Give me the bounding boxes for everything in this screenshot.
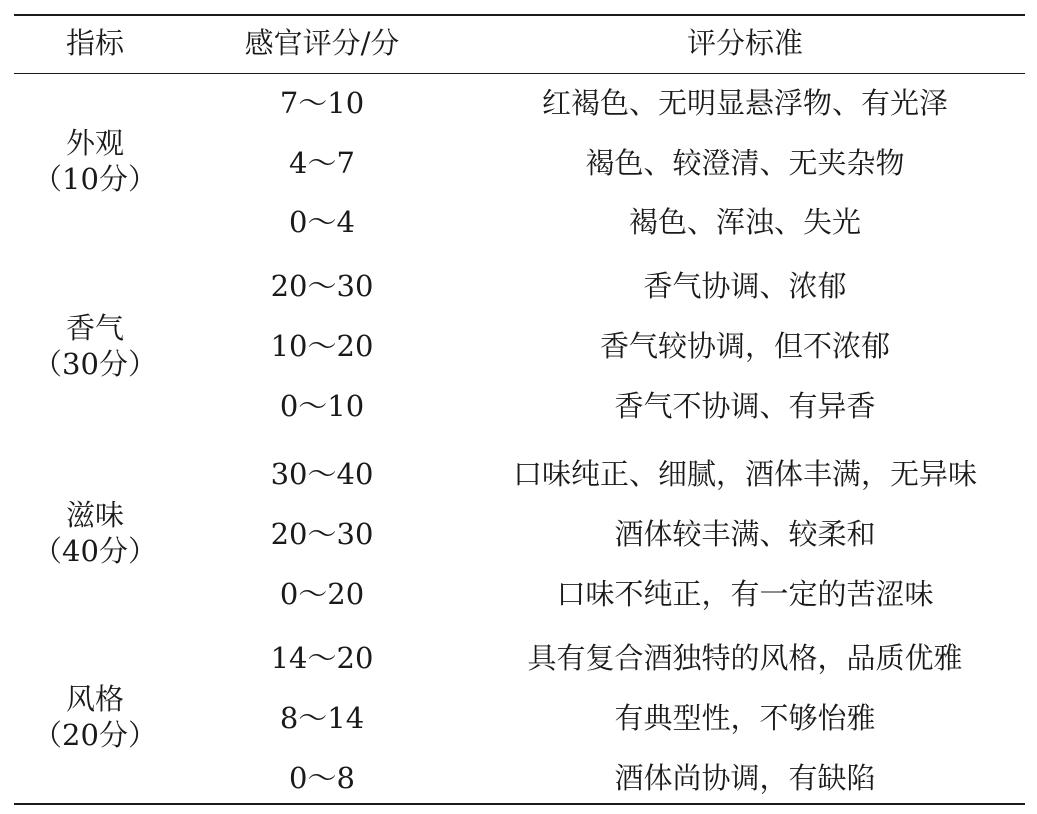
indicator-name: 风格 [65,682,124,716]
score-range: 10～20 [270,329,374,363]
score-range: 8～14 [279,701,365,735]
indicator-name: 滋味 [65,498,124,532]
indicator-total: （10分） [33,162,157,196]
score-range: 7～10 [279,86,365,120]
indicator-appearance [33,125,157,197]
indicator-taste [33,497,157,569]
header-indicator: 指标 [65,26,125,60]
table-bottom-rule [14,803,1025,805]
score-standard: 香气不协调、有异香 [614,389,876,423]
header-score: 感官评分/分 [244,26,400,60]
table-top-rule [14,14,1025,16]
score-range: 0～4 [289,205,355,239]
score-standard: 香气较协调，但不浓郁 [599,329,891,363]
score-standard: 口味不纯正，有一定的苦涩味 [556,577,934,611]
indicator-total: （30分） [33,347,157,381]
score-range: 0～8 [289,761,355,795]
indicator-total: （40分） [33,534,157,568]
score-range: 20～30 [270,269,374,303]
score-range: 14～20 [270,641,374,675]
score-range: 4～7 [289,146,355,180]
score-standard: 有典型性，不够怡雅 [614,701,876,735]
score-standard: 褐色、较澄清、无夹杂物 [585,146,905,180]
indicator-name: 外观 [65,126,124,160]
score-standard: 香气协调、浓郁 [643,269,847,303]
score-standard: 具有复合酒独特的风格，品质优雅 [527,641,963,675]
score-range: 0～20 [279,577,365,611]
indicator-style [33,681,157,753]
indicator-aroma [33,310,157,382]
score-standard: 酒体尚协调，有缺陷 [614,761,876,795]
indicator-total: （20分） [33,718,157,752]
score-range: 20～30 [270,517,374,551]
score-range: 30～40 [270,457,374,491]
score-standard: 酒体较丰满、较柔和 [614,517,876,551]
score-standard: 口味纯正、细腻，酒体丰满，无异味 [512,457,978,491]
header-standard: 评分标准 [686,26,804,60]
score-range: 0～10 [279,389,365,423]
score-standard: 红褐色、无明显悬浮物、有光泽 [541,86,949,120]
score-standard: 褐色、浑浊、失光 [628,205,862,239]
indicator-name: 香气 [65,311,124,345]
table-header-rule [14,73,1025,74]
